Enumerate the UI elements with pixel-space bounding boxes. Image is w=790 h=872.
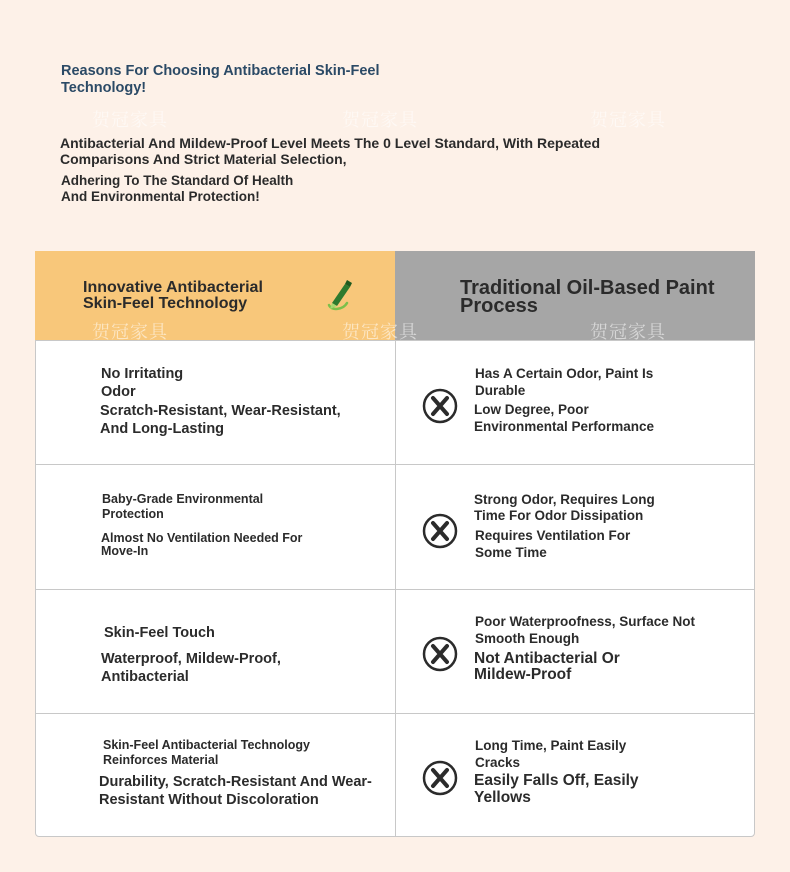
drawback-detail: Low Degree, Poor Environmental Performance bbox=[474, 402, 655, 434]
left-header-label: Innovative Antibacterial Skin-Feel Technology bbox=[83, 279, 263, 312]
paintbrush-check-icon bbox=[325, 278, 355, 312]
drawback-title: Long Time, Paint Easily Cracks bbox=[475, 738, 627, 770]
intro-text: Antibacterial And Mildew-Proof Level Meets The 0 Level Standard, With Repeated Comparisons And Strict Material Selection, bbox=[60, 135, 601, 167]
watermark: 贺冠家具 bbox=[92, 322, 168, 343]
watermark: 贺冠家具 bbox=[590, 322, 666, 343]
watermark: 贺冠家具 bbox=[92, 110, 168, 131]
x-circle-icon bbox=[421, 512, 459, 550]
advantage-detail: Durability, Scratch-Resistant And Wear-Resistant Without Discoloration bbox=[99, 774, 372, 808]
watermark: 贺冠家具 bbox=[342, 110, 418, 131]
row-divider bbox=[36, 713, 754, 714]
advantage-title: Baby-Grade Environmental Protection bbox=[102, 492, 264, 521]
watermark: 贺冠家具 bbox=[590, 110, 666, 131]
intro-subtext: Adhering To The Standard Of Health And Environmental Protection! bbox=[61, 173, 294, 204]
drawback-detail: Not Antibacterial Or Mildew-Proof bbox=[474, 650, 620, 683]
advantage-detail: Scratch-Resistant, Wear-Resistant, And Long-Lasting bbox=[100, 403, 341, 437]
x-circle-icon bbox=[421, 635, 459, 673]
right-header-label: Traditional Oil-Based Paint Process bbox=[460, 277, 715, 317]
advantage-title: Skin-Feel Touch bbox=[104, 625, 215, 641]
drawback-title: Strong Odor, Requires Long Time For Odor Dissipation bbox=[474, 492, 655, 523]
drawback-detail: Requires Ventilation For Some Time bbox=[475, 528, 631, 560]
watermark: 贺冠家具 bbox=[342, 322, 418, 343]
page-title: Reasons For Choosing Antibacterial Skin-Feel Technology! bbox=[61, 63, 380, 96]
advantage-detail: Almost No Ventilation Needed For Move-In bbox=[101, 531, 303, 558]
left-column-header bbox=[35, 251, 395, 340]
advantage-title: Skin-Feel Antibacterial Technology Reinforces Material bbox=[103, 738, 310, 767]
drawback-detail: Easily Falls Off, Easily Yellows bbox=[474, 772, 639, 806]
drawback-title: Has A Certain Odor, Paint Is Durable bbox=[475, 366, 654, 398]
x-circle-icon bbox=[421, 759, 459, 797]
x-circle-icon bbox=[421, 387, 459, 425]
right-column-header bbox=[395, 251, 755, 340]
advantage-detail: Waterproof, Mildew-Proof, Antibacterial bbox=[101, 651, 281, 685]
advantage-title: No Irritating Odor bbox=[101, 366, 184, 400]
row-divider bbox=[36, 464, 754, 465]
drawback-title: Poor Waterproofness, Surface Not Smooth Enough bbox=[475, 614, 696, 646]
row-divider bbox=[36, 589, 754, 590]
comparison-body bbox=[35, 340, 755, 837]
